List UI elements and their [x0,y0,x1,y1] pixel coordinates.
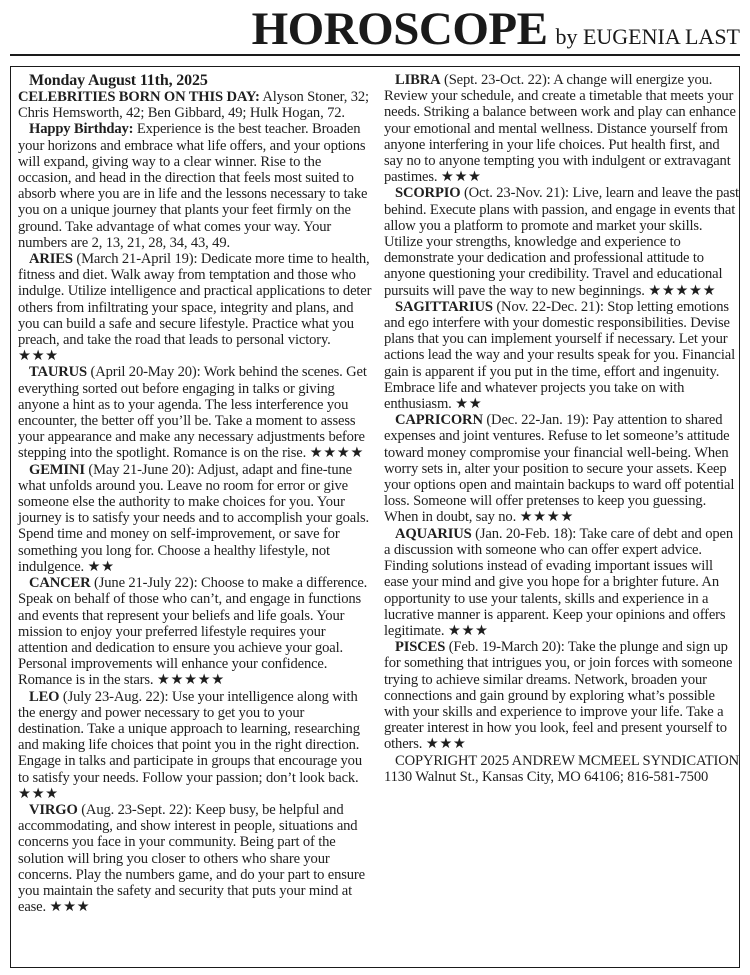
sign-entry-libra [384,72,739,185]
sign-text: Adjust, adapt and fine-tune what unfolds around you. Leave no room for error or give someone else the authority to make choices for you. Your journey is to satisfy your needs and to accomplish your goals. Spend time and money on self-improvement, or save for something you long for. Choose a healthy lifestyle, not indulgence. [18,461,370,575]
star-rating: ★★★★ [309,445,364,462]
sign-entry-pisces [384,639,739,752]
birthday-text: Experience is the best teacher. Broaden your horizons and embrace what life offers, and your options will expand, giving way to a clear winner. Rise to the occasion, and head in the direction that feels most suited to absorb where you are in life and the lessons necessary to take you on a unique journey that plants your feet firmly on the ground. Take advantage of what comes your way. Your numbers are 2, 13, 21, 28, 34, 43, 49. [18,121,368,251]
column-right [384,72,739,785]
sign-name: CAPRICORN [395,412,483,429]
sign-entry-scorpio [384,185,739,298]
sign-dates: (Jan. 20-Feb. 18): [475,525,577,542]
page-title: HOROSCOPE [251,3,548,55]
star-rating: ★★★ [425,736,467,753]
sign-name: CANCER [29,575,91,592]
copyright-notice: COPYRIGHT 2025 ANDREW MCMEEL SYNDICATION 1130 Walnut St., Kansas City, MO 64106; 816-581-7500 [384,752,739,785]
sign-entry-cancer [18,575,373,688]
star-rating: ★★★ [49,899,91,916]
star-rating: ★★★★★ [156,672,225,689]
sign-dates: (April 20-May 20): [90,364,201,381]
sign-text: Keep busy, be helpful and accommodating, and show interest in people, situations and concerns you face in your community. Being part of the solution will bring you closer to others who share your concerns. Play the numbers game, and do your part to ensure you maintain the safety and security that puts your mind at ease. [18,801,365,916]
sign-dates: (Nov. 22-Dec. 21): [496,298,604,315]
celebrities-label: CELEBRITIES BORN ON THIS DAY: [18,89,260,105]
sign-dates: (Aug. 23-Sept. 22): [81,801,192,818]
sign-entry-aries [18,251,373,364]
sign-text: A change will energize you. Review your schedule, and create a timetable that meets your needs. Striking a balance between work and play can enhance your emotional and mental wellness. Distance yourself from anyone interfering in your life choices. Put health first, and say no to anyone tempting you with indulgent or extravagant pastimes. [384,72,736,186]
column-left [18,72,373,915]
sign-name: SAGITTARIUS [395,298,493,315]
sign-name: VIRGO [29,801,78,818]
sign-dates: (Sept. 23-Oct. 22): [443,72,551,88]
sign-name: PISCES [395,639,446,656]
sign-entry-taurus [18,364,373,461]
sign-dates: (March 21-April 19): [76,251,198,268]
sign-entry-capricorn [384,412,739,525]
celebrities-paragraph [18,89,373,121]
sign-text: Pay attention to shared expenses and joint ventures. Refuse to let someone’s attitude toward money compromise your financial well-being. When worry sets in, alter your position to secure your assets. Keep your options open and maintain backups to ward off potential loss. Someone will offer pretenses to keep you guessing. When in doubt, say no. [384,412,735,526]
sign-dates: (Feb. 19-March 20): [448,639,565,656]
sign-text: Choose to make a difference. Speak on behalf of those who can’t, and engage in functions and events that represent your beliefs and life goals. Your mission to enjoy your preferred lifestyle requires your attention and dedication to ensure you achieve your goal. Personal improvements will enhance your confidence. Romance is in the stars. [18,575,368,689]
star-rating: ★★ [87,558,115,575]
sign-name: GEMINI [29,461,85,478]
sign-dates: (Oct. 23-Nov. 21): [463,185,569,202]
celebrities-text: Alyson Stoner, 32; Chris Hemsworth, 42; Ben Gibbard, 49; Hulk Hogan, 72. [18,89,369,122]
date-heading: Monday August 11th, 2025 [29,72,208,89]
sign-dates: (June 21-July 22): [94,575,198,592]
horoscope-box [10,66,740,968]
star-rating: ★★★★ [519,509,574,526]
sign-entry-virgo [18,802,373,915]
birthday-paragraph [18,121,373,251]
star-rating: ★★★ [440,169,482,186]
sign-text: Use your intelligence along with the energy and power necessary to get you to your destination. Take a unique approach to learning, researching and making life choices that point you in the right direction. Engage in talks and participate in groups that encourage you to satisfy your needs. Follow your passion; don’t look back. [18,688,362,786]
sign-dates: (May 21-June 20): [88,461,195,478]
sign-entry-gemini [18,462,373,575]
byline: by EUGENIA LAST [555,24,740,49]
sign-name: ARIES [29,251,73,268]
star-rating: ★★★★★ [648,282,717,299]
star-rating: ★★★ [447,622,489,639]
sign-name: TAURUS [29,364,88,381]
star-rating: ★★★ [18,785,59,802]
sign-entry-aquarius [384,526,739,639]
sign-dates: (July 23-Aug. 22): [62,688,169,705]
star-rating: ★★★ [18,348,59,365]
sign-text: Dedicate more time to health, fitness and diet. Walk away from temptation and those who indulge. Utilize intelligence and practical applications to deter others from infiltrating your space, integrity and plans, and you can build a safe and secure lifestyle. Practice what you preach, and take the road that leads to personal victory. [18,251,372,349]
sign-dates: (Dec. 22-Jan. 19): [486,412,590,429]
sign-text: Take the plunge and sign up for something that intrigues you, or join forces with someone trying to achieve similar dreams. Network, broaden your connections and gain ground by exploring what’s possible with your skills and experience to improve your life. Take a greater interest in how you look, feel and present yourself to others. [384,639,733,753]
sign-name: LEO [29,688,60,705]
sign-text: Live, learn and leave the past behind. Execute plans with passion, and engage in events that allow you a platform to promote and market your skills. Utilize your strengths, knowledge and experience to demonstrate your dedication and professional attitude to anyone questioning your credibility. Travel and educational pursuits will pave the way to new beginnings. [384,185,739,299]
sign-text: Stop letting emotions and ego interfere with your domestic responsibilities. Devise plans that you can implement yourself if necessary. Let your actions lead the way and your results speak for you. Financial gain is apparent if you put in the time, effort and ingenuity. Embrace life and whatever projects you take on with enthusiasm. [384,298,735,413]
sign-text: Take care of debt and open a discussion with someone who can offer expert advice. Finding solutions instead of evading important issues will ease your mind and give you hope for a brighter future. An opportunity to use your talents, skills and experience in a lucrative manner is apparent. Keep your opinions and offers legitimate. [384,525,733,639]
star-rating: ★★ [455,396,483,413]
birthday-label: Happy Birthday: [29,121,134,138]
sign-entry-leo [18,689,373,802]
masthead [10,4,740,56]
sign-name: SCORPIO [395,185,461,202]
sign-text: Work behind the scenes. Get everything sorted out before engaging in talks or giving anyone a hint as to your agenda. The less interference you encounter, the better off you’ll be. Take a moment to assess your appearance and make any necessary adjustments before stepping into the spotlight. Romance is on the rise. [18,364,367,462]
sign-name: LIBRA [395,72,441,88]
sign-name: AQUARIUS [395,525,472,542]
sign-entry-sagittarius [384,299,739,412]
